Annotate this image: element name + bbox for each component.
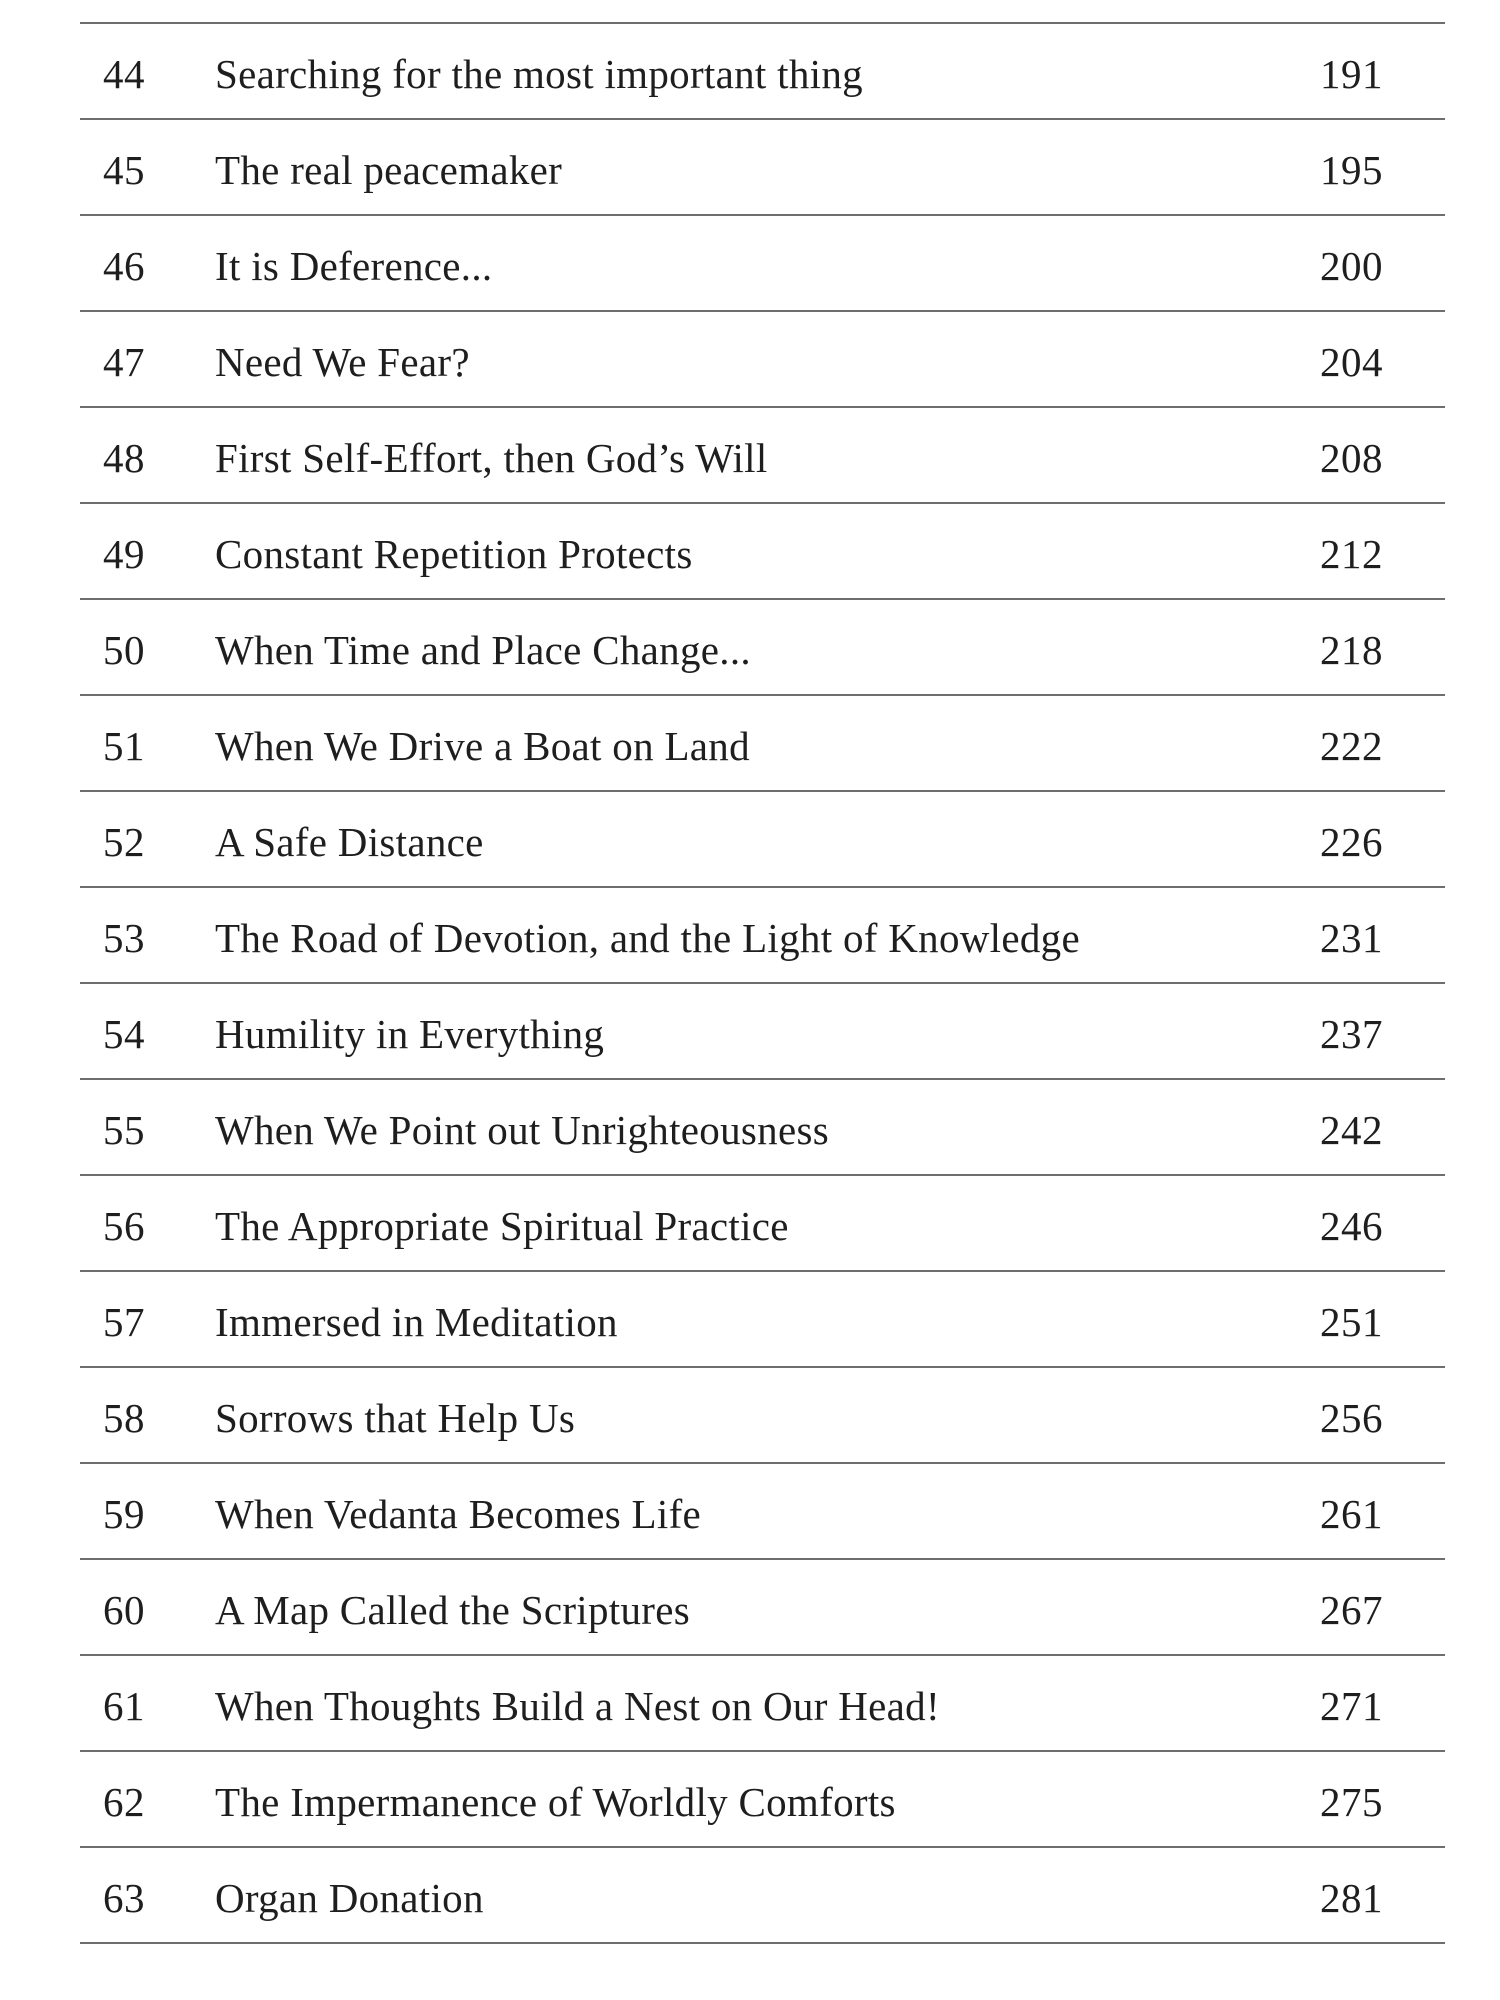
page-number: 191 [1320, 51, 1383, 97]
chapter-number: 44 [103, 51, 145, 97]
chapter-number: 61 [103, 1683, 145, 1729]
chapter-title: Immersed in Meditation [215, 1299, 618, 1345]
chapter-number: 46 [103, 243, 145, 289]
chapter-title: The Appropriate Spiritual Practice [215, 1203, 789, 1249]
page-number: 195 [1320, 147, 1383, 193]
chapter-number: 47 [103, 339, 145, 385]
page-number: 222 [1320, 723, 1383, 769]
page-number: 242 [1320, 1107, 1383, 1153]
chapter-number: 51 [103, 723, 145, 769]
chapter-title: The Impermanence of Worldly Comforts [215, 1779, 896, 1825]
toc-row [80, 1368, 1445, 1464]
page-number: 200 [1320, 243, 1383, 289]
toc-row [80, 312, 1445, 408]
toc-row [80, 216, 1445, 312]
chapter-number: 55 [103, 1107, 145, 1153]
toc-row [80, 408, 1445, 504]
chapter-title: When Time and Place Change... [215, 627, 751, 673]
chapter-number: 49 [103, 531, 145, 577]
chapter-title: Searching for the most important thing [215, 51, 863, 97]
chapter-number: 63 [103, 1875, 145, 1921]
toc-row [80, 1464, 1445, 1560]
chapter-number: 52 [103, 819, 145, 865]
page-number: 281 [1320, 1875, 1383, 1921]
page-number: 226 [1320, 819, 1383, 865]
chapter-title: Humility in Everything [215, 1011, 605, 1057]
toc-row [80, 1848, 1445, 1944]
toc-row [80, 888, 1445, 984]
toc-row [80, 24, 1445, 120]
page-number: 212 [1320, 531, 1383, 577]
page-number: 237 [1320, 1011, 1383, 1057]
chapter-number: 48 [103, 435, 145, 481]
page-number: 204 [1320, 339, 1383, 385]
chapter-number: 60 [103, 1587, 145, 1633]
chapter-number: 56 [103, 1203, 145, 1249]
chapter-number: 53 [103, 915, 145, 961]
chapter-title: Constant Repetition Protects [215, 531, 693, 577]
page-number: 218 [1320, 627, 1383, 673]
table-of-contents [80, 22, 1445, 1944]
toc-row [80, 1752, 1445, 1848]
page-number: 208 [1320, 435, 1383, 481]
chapter-title: A Map Called the Scriptures [215, 1587, 690, 1633]
page-number: 261 [1320, 1491, 1383, 1537]
toc-row [80, 1080, 1445, 1176]
toc-row [80, 1560, 1445, 1656]
toc-row [80, 984, 1445, 1080]
chapter-title: Need We Fear? [215, 339, 470, 385]
page-number: 275 [1320, 1779, 1383, 1825]
page-number: 267 [1320, 1587, 1383, 1633]
chapter-title: It is Deference... [215, 243, 493, 289]
page-number: 246 [1320, 1203, 1383, 1249]
toc-row [80, 600, 1445, 696]
chapter-number: 54 [103, 1011, 145, 1057]
page-number: 231 [1320, 915, 1383, 961]
chapter-title: When Thoughts Build a Nest on Our Head! [215, 1683, 940, 1729]
toc-row [80, 1656, 1445, 1752]
toc-row [80, 120, 1445, 216]
toc-row [80, 504, 1445, 600]
chapter-number: 58 [103, 1395, 145, 1441]
toc-row [80, 696, 1445, 792]
page-number: 251 [1320, 1299, 1383, 1345]
toc-row [80, 792, 1445, 888]
chapter-title: First Self-Effort, then God’s Will [215, 435, 768, 481]
toc-row [80, 1272, 1445, 1368]
page-number: 271 [1320, 1683, 1383, 1729]
chapter-title: When We Point out Unrighteousness [215, 1107, 829, 1153]
chapter-title: When We Drive a Boat on Land [215, 723, 750, 769]
chapter-title: A Safe Distance [215, 819, 484, 865]
chapter-title: The real peacemaker [215, 147, 563, 193]
chapter-number: 45 [103, 147, 145, 193]
chapter-number: 62 [103, 1779, 145, 1825]
chapter-number: 59 [103, 1491, 145, 1537]
page-number: 256 [1320, 1395, 1383, 1441]
toc-row [80, 1176, 1445, 1272]
chapter-title: Sorrows that Help Us [215, 1395, 576, 1441]
chapter-number: 57 [103, 1299, 145, 1345]
chapter-title: The Road of Devotion, and the Light of Knowledge [215, 915, 1080, 961]
chapter-number: 50 [103, 627, 145, 673]
chapter-title: Organ Donation [215, 1875, 484, 1921]
chapter-title: When Vedanta Becomes Life [215, 1491, 702, 1537]
